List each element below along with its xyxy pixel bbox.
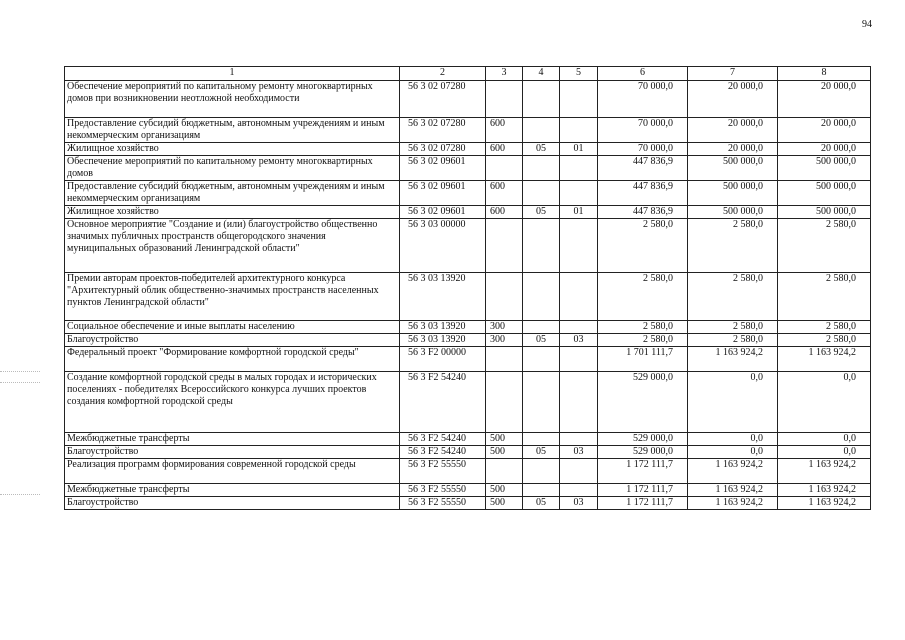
row-subsection-cell: [560, 81, 598, 118]
row-code-cell: 56 3 03 13920: [400, 334, 486, 347]
row-section-cell: [523, 321, 560, 334]
table-row: [65, 484, 871, 497]
header-cell: 4: [523, 67, 560, 81]
header-row: [65, 67, 871, 81]
row-subsection-cell: [560, 321, 598, 334]
row-amount-col7-cell: 1 163 924,2: [688, 484, 778, 497]
row-section-cell: [523, 459, 560, 484]
row-amount-col7-cell: 0,0: [688, 372, 778, 433]
row-code-cell: 56 3 F2 54240: [400, 433, 486, 446]
table-row: [65, 372, 871, 433]
row-expense-type-cell: [486, 372, 523, 433]
row-amount-col6-cell: 70 000,0: [598, 118, 688, 143]
row-amount-col7-cell: 20 000,0: [688, 143, 778, 156]
row-amount-col6-cell: 2 580,0: [598, 273, 688, 321]
row-section-cell: 05: [523, 334, 560, 347]
row-name-cell: Предоставление субсидий бюджетным, автономным учреждениям и иным некоммерческим организациям: [65, 118, 400, 143]
row-expense-type-cell: 500: [486, 433, 523, 446]
row-amount-col8-cell: 0,0: [778, 372, 871, 433]
table-row: [65, 446, 871, 459]
row-amount-col6-cell: 447 836,9: [598, 206, 688, 219]
row-section-cell: 05: [523, 143, 560, 156]
row-amount-col8-cell: 500 000,0: [778, 181, 871, 206]
row-amount-col7-cell: 0,0: [688, 433, 778, 446]
row-name-cell: Обеспечение мероприятий по капитальному ремонту многоквартирных домов при возникновении неотложной необходимости: [65, 81, 400, 118]
table-row: [65, 118, 871, 143]
row-expense-type-cell: [486, 459, 523, 484]
row-section-cell: [523, 372, 560, 433]
row-amount-col7-cell: 1 163 924,2: [688, 347, 778, 372]
margin-scan-mark: [0, 494, 40, 496]
row-amount-col6-cell: 2 580,0: [598, 219, 688, 273]
row-name-cell: Предоставление субсидий бюджетным, автономным учреждениям и иным некоммерческим организациям: [65, 181, 400, 206]
row-amount-col6-cell: 2 580,0: [598, 321, 688, 334]
row-subsection-cell: [560, 433, 598, 446]
row-amount-col6-cell: 529 000,0: [598, 446, 688, 459]
row-section-cell: [523, 219, 560, 273]
row-amount-col6-cell: 529 000,0: [598, 372, 688, 433]
table-row: [65, 334, 871, 347]
row-amount-col8-cell: 1 163 924,2: [778, 347, 871, 372]
row-name-cell: Создание комфортной городской среды в малых городах и исторических поселениях - победителях Всероссийского конкурса лучших проектов создания комфортной городской среды: [65, 372, 400, 433]
row-expense-type-cell: [486, 156, 523, 181]
row-section-cell: [523, 156, 560, 181]
row-amount-col6-cell: 447 836,9: [598, 156, 688, 181]
table-row: [65, 219, 871, 273]
margin-scan-mark: [0, 382, 40, 384]
row-amount-col7-cell: 1 163 924,2: [688, 459, 778, 484]
row-name-cell: Обеспечение мероприятий по капитальному ремонту многоквартирных домов: [65, 156, 400, 181]
row-expense-type-cell: 600: [486, 143, 523, 156]
row-amount-col8-cell: 500 000,0: [778, 206, 871, 219]
table-row: [65, 347, 871, 372]
table-row: [65, 81, 871, 118]
row-amount-col8-cell: 2 580,0: [778, 321, 871, 334]
header-cell: 2: [400, 67, 486, 81]
row-name-cell: Межбюджетные трансферты: [65, 484, 400, 497]
row-subsection-cell: [560, 372, 598, 433]
header-cell: 5: [560, 67, 598, 81]
row-section-cell: 05: [523, 446, 560, 459]
row-amount-col7-cell: 1 163 924,2: [688, 497, 778, 510]
row-amount-col6-cell: 1 701 111,7: [598, 347, 688, 372]
row-code-cell: 56 3 02 07280: [400, 81, 486, 118]
row-amount-col7-cell: 500 000,0: [688, 181, 778, 206]
row-code-cell: 56 3 F2 54240: [400, 372, 486, 433]
row-amount-col8-cell: 500 000,0: [778, 156, 871, 181]
header-cell: 7: [688, 67, 778, 81]
table-row: [65, 321, 871, 334]
row-amount-col8-cell: 0,0: [778, 433, 871, 446]
row-expense-type-cell: 500: [486, 497, 523, 510]
row-code-cell: 56 3 02 09601: [400, 156, 486, 181]
budget-table: [64, 66, 871, 510]
row-amount-col6-cell: 1 172 111,7: [598, 459, 688, 484]
row-amount-col8-cell: 2 580,0: [778, 273, 871, 321]
row-amount-col7-cell: 2 580,0: [688, 321, 778, 334]
row-section-cell: [523, 273, 560, 321]
row-section-cell: [523, 181, 560, 206]
row-subsection-cell: [560, 459, 598, 484]
row-expense-type-cell: 500: [486, 484, 523, 497]
row-code-cell: 56 3 F2 00000: [400, 347, 486, 372]
header-cell: 6: [598, 67, 688, 81]
row-code-cell: 56 3 02 07280: [400, 118, 486, 143]
row-section-cell: 05: [523, 206, 560, 219]
row-code-cell: 56 3 03 00000: [400, 219, 486, 273]
row-amount-col6-cell: 447 836,9: [598, 181, 688, 206]
row-expense-type-cell: 600: [486, 181, 523, 206]
row-code-cell: 56 3 02 09601: [400, 206, 486, 219]
row-amount-col8-cell: 20 000,0: [778, 143, 871, 156]
row-name-cell: Жилищное хозяйство: [65, 143, 400, 156]
row-subsection-cell: [560, 273, 598, 321]
row-amount-col8-cell: 1 163 924,2: [778, 497, 871, 510]
row-name-cell: Реализация программ формирования современной городской среды: [65, 459, 400, 484]
row-code-cell: 56 3 F2 55550: [400, 459, 486, 484]
row-expense-type-cell: 300: [486, 321, 523, 334]
row-amount-col8-cell: 2 580,0: [778, 219, 871, 273]
row-expense-type-cell: 500: [486, 446, 523, 459]
row-expense-type-cell: [486, 219, 523, 273]
row-name-cell: Межбюджетные трансферты: [65, 433, 400, 446]
row-section-cell: [523, 118, 560, 143]
header-cell: 8: [778, 67, 871, 81]
table-row: [65, 273, 871, 321]
row-name-cell: Основное мероприятие "Создание и (или) благоустройство общественно значимых публичных пространств общегородского значения муниципальных образований Ленинградской области": [65, 219, 400, 273]
row-amount-col8-cell: 1 163 924,2: [778, 484, 871, 497]
row-section-cell: [523, 81, 560, 118]
row-section-cell: [523, 347, 560, 372]
row-subsection-cell: [560, 347, 598, 372]
row-code-cell: 56 3 F2 55550: [400, 484, 486, 497]
row-subsection-cell: [560, 484, 598, 497]
header-cell: 3: [486, 67, 523, 81]
table-row: [65, 206, 871, 219]
row-subsection-cell: 03: [560, 446, 598, 459]
row-amount-col6-cell: 529 000,0: [598, 433, 688, 446]
row-name-cell: Премии авторам проектов-победителей архитектурного конкурса "Архитектурный облик общественно-значимых пространств населенных пунктов Ленинградской области": [65, 273, 400, 321]
row-name-cell: Благоустройство: [65, 497, 400, 510]
row-expense-type-cell: 300: [486, 334, 523, 347]
row-amount-col7-cell: 500 000,0: [688, 156, 778, 181]
row-code-cell: 56 3 F2 54240: [400, 446, 486, 459]
header-cell: 1: [65, 67, 400, 81]
row-section-cell: 05: [523, 497, 560, 510]
row-expense-type-cell: 600: [486, 206, 523, 219]
row-expense-type-cell: 600: [486, 118, 523, 143]
table-row: [65, 497, 871, 510]
row-subsection-cell: [560, 118, 598, 143]
row-name-cell: Социальное обеспечение и иные выплаты населению: [65, 321, 400, 334]
row-code-cell: 56 3 02 07280: [400, 143, 486, 156]
row-expense-type-cell: [486, 347, 523, 372]
row-subsection-cell: [560, 156, 598, 181]
row-amount-col8-cell: 0,0: [778, 446, 871, 459]
row-name-cell: Федеральный проект "Формирование комфортной городской среды": [65, 347, 400, 372]
row-amount-col6-cell: 70 000,0: [598, 81, 688, 118]
table-row: [65, 433, 871, 446]
page-number: 94: [862, 19, 872, 30]
row-expense-type-cell: [486, 273, 523, 321]
row-code-cell: 56 3 03 13920: [400, 321, 486, 334]
row-expense-type-cell: [486, 81, 523, 118]
row-subsection-cell: 03: [560, 334, 598, 347]
row-amount-col7-cell: 20 000,0: [688, 81, 778, 118]
row-subsection-cell: 03: [560, 497, 598, 510]
row-amount-col7-cell: 2 580,0: [688, 334, 778, 347]
row-name-cell: Благоустройство: [65, 446, 400, 459]
row-amount-col8-cell: 20 000,0: [778, 118, 871, 143]
row-amount-col6-cell: 1 172 111,7: [598, 497, 688, 510]
row-amount-col8-cell: 20 000,0: [778, 81, 871, 118]
row-amount-col7-cell: 20 000,0: [688, 118, 778, 143]
margin-scan-mark: [0, 371, 40, 373]
row-code-cell: 56 3 F2 55550: [400, 497, 486, 510]
row-subsection-cell: 01: [560, 206, 598, 219]
row-section-cell: [523, 433, 560, 446]
row-amount-col6-cell: 1 172 111,7: [598, 484, 688, 497]
row-section-cell: [523, 484, 560, 497]
table-row: [65, 181, 871, 206]
table-row: [65, 143, 871, 156]
table-row: [65, 156, 871, 181]
row-name-cell: Жилищное хозяйство: [65, 206, 400, 219]
row-subsection-cell: [560, 181, 598, 206]
row-subsection-cell: [560, 219, 598, 273]
table-row: [65, 459, 871, 484]
row-amount-col7-cell: 2 580,0: [688, 273, 778, 321]
row-amount-col7-cell: 2 580,0: [688, 219, 778, 273]
row-amount-col7-cell: 0,0: [688, 446, 778, 459]
row-subsection-cell: 01: [560, 143, 598, 156]
row-code-cell: 56 3 03 13920: [400, 273, 486, 321]
row-amount-col7-cell: 500 000,0: [688, 206, 778, 219]
row-amount-col8-cell: 1 163 924,2: [778, 459, 871, 484]
row-amount-col6-cell: 70 000,0: [598, 143, 688, 156]
row-name-cell: Благоустройство: [65, 334, 400, 347]
row-amount-col8-cell: 2 580,0: [778, 334, 871, 347]
row-code-cell: 56 3 02 09601: [400, 181, 486, 206]
row-amount-col6-cell: 2 580,0: [598, 334, 688, 347]
